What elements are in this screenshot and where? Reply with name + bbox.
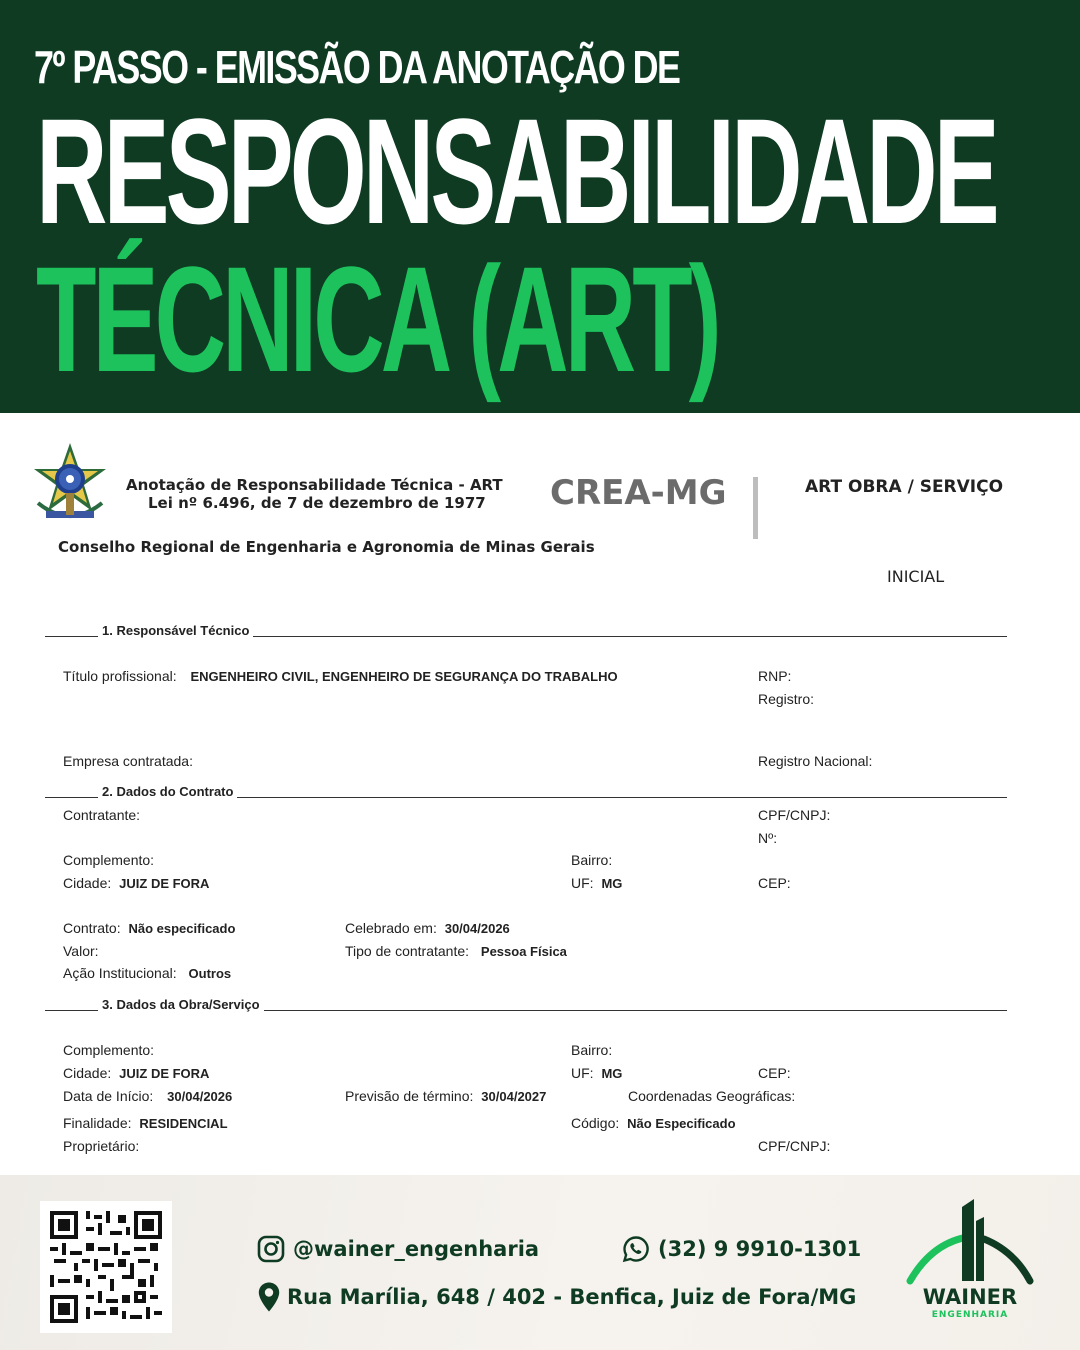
cidade-field: [63, 875, 209, 891]
council-name: Conselho Regional de Engenharia e Agronomia de Minas Gerais: [58, 538, 595, 556]
obra-cpf-label: CPF/CNPJ:: [758, 1138, 831, 1154]
obra-uf-label: UF:: [571, 1065, 594, 1081]
footer: [0, 1175, 1080, 1350]
inicio-field: [63, 1088, 232, 1104]
header-banner: [0, 0, 1080, 413]
obra-cep-label: CEP:: [758, 1065, 791, 1081]
registro-nacional-label: Registro Nacional:: [758, 753, 873, 769]
obra-complemento-label: Complemento:: [63, 1042, 155, 1058]
art-document: [0, 413, 1080, 1175]
cpf-label: CPF/CNPJ:: [758, 807, 831, 823]
contrato-field: [63, 920, 235, 936]
logo-subtitle: ENGENHARIA: [931, 1310, 1009, 1320]
section-1-title: 1. Responsável Técnico: [98, 623, 253, 638]
uf-field: [571, 875, 622, 891]
celebrado-field: [345, 920, 510, 936]
document-law: Lei nº 6.496, de 7 de dezembro de 1977: [148, 494, 486, 512]
valor-label: Valor:: [63, 943, 99, 959]
previsao-field: [345, 1088, 546, 1104]
celebrado-value: 30/04/2026: [444, 921, 510, 936]
instagram-icon: [257, 1235, 285, 1263]
title-line-1: RESPONSABILIDADE: [36, 87, 996, 255]
crea-label: CREA-MG: [550, 473, 727, 513]
obra-bairro-label: Bairro:: [571, 1042, 613, 1058]
instagram-contact[interactable]: [257, 1235, 539, 1263]
codigo-value: Não Especificado: [627, 1116, 736, 1131]
inicio-value: 30/04/2026: [167, 1089, 233, 1104]
tipo-field: [345, 943, 567, 959]
tipo-label: Tipo de contratante:: [345, 943, 470, 959]
titulo-field: [63, 668, 618, 684]
complemento-label: Complemento:: [63, 852, 155, 868]
qr-code-icon: [50, 1211, 162, 1323]
cidade-label: Cidade:: [63, 875, 112, 891]
empresa-label: Empresa contratada:: [63, 753, 193, 769]
wainer-logo: [902, 1197, 1042, 1327]
step-heading: 7º PASSO - EMISSÃO DA ANOTAÇÃO DE: [34, 41, 680, 93]
section-2-title: 2. Dados do Contrato: [98, 784, 237, 799]
bairro-label: Bairro:: [571, 852, 613, 868]
coordenadas-label: Coordenadas Geográficas:: [628, 1088, 796, 1104]
section-3-title: 3. Dados da Obra/Serviço: [98, 997, 264, 1012]
phone-contact[interactable]: [622, 1235, 861, 1263]
titulo-value: ENGENHEIRO CIVIL, ENGENHEIRO DE SEGURANÇA DO TRABALHO: [190, 669, 618, 684]
document-title: Anotação de Responsabilidade Técnica - ART: [126, 476, 503, 494]
obra-uf-value: MG: [601, 1066, 623, 1081]
celebrado-label: Celebrado em:: [345, 920, 437, 936]
obra-cidade-value: JUIZ DE FORA: [119, 1066, 210, 1081]
status-label: INICIAL: [887, 567, 945, 586]
proprietario-label: Proprietário:: [63, 1138, 140, 1154]
instagram-handle: @wainer_engenharia: [293, 1237, 540, 1261]
registro-label: Registro:: [758, 691, 815, 707]
cidade-value: JUIZ DE FORA: [119, 876, 210, 891]
qr-code[interactable]: [40, 1201, 172, 1333]
codigo-field: [571, 1115, 736, 1131]
finalidade-field: [63, 1115, 228, 1131]
tipo-value: Pessoa Física: [480, 944, 567, 959]
divider: [753, 477, 758, 539]
acao-field: [63, 965, 231, 981]
contrato-label: Contrato:: [63, 920, 121, 936]
obra-uf-field: [571, 1065, 622, 1081]
finalidade-label: Finalidade:: [63, 1115, 132, 1131]
art-type: ART OBRA / SERVIÇO: [805, 477, 1004, 497]
acao-label: Ação Institucional:: [63, 965, 177, 981]
previsao-label: Previsão de término:: [345, 1088, 474, 1104]
logo-name: WAINER: [922, 1285, 1018, 1309]
phone-number: (32) 9 9910-1301: [658, 1237, 862, 1261]
codigo-label: Código:: [571, 1115, 620, 1131]
rnp-label: RNP:: [758, 668, 792, 684]
acao-value: Outros: [188, 966, 232, 981]
finalidade-value: RESIDENCIAL: [139, 1116, 228, 1131]
contrato-value: Não especificado: [128, 921, 236, 936]
location-pin-icon: [257, 1281, 281, 1313]
wainer-logo-icon: [902, 1197, 1042, 1289]
titulo-label: Título profissional:: [63, 668, 177, 684]
uf-label: UF:: [571, 875, 594, 891]
contratante-label: Contratante:: [63, 807, 141, 823]
obra-cidade-label: Cidade:: [63, 1065, 112, 1081]
brazil-coat-of-arms-icon: [24, 441, 116, 525]
address-contact[interactable]: [257, 1281, 856, 1313]
address-text: Rua Marília, 648 / 402 - Benfica, Juiz de Fora/MG: [287, 1285, 857, 1309]
obra-cidade-field: [63, 1065, 209, 1081]
numero-label: Nº:: [758, 830, 778, 846]
inicio-label: Data de Início:: [63, 1088, 154, 1104]
previsao-value: 30/04/2027: [481, 1089, 547, 1104]
whatsapp-icon: [622, 1235, 650, 1263]
title-line-2: TÉCNICA (ART): [36, 235, 718, 403]
cep-label: CEP:: [758, 875, 791, 891]
uf-value: MG: [601, 876, 623, 891]
